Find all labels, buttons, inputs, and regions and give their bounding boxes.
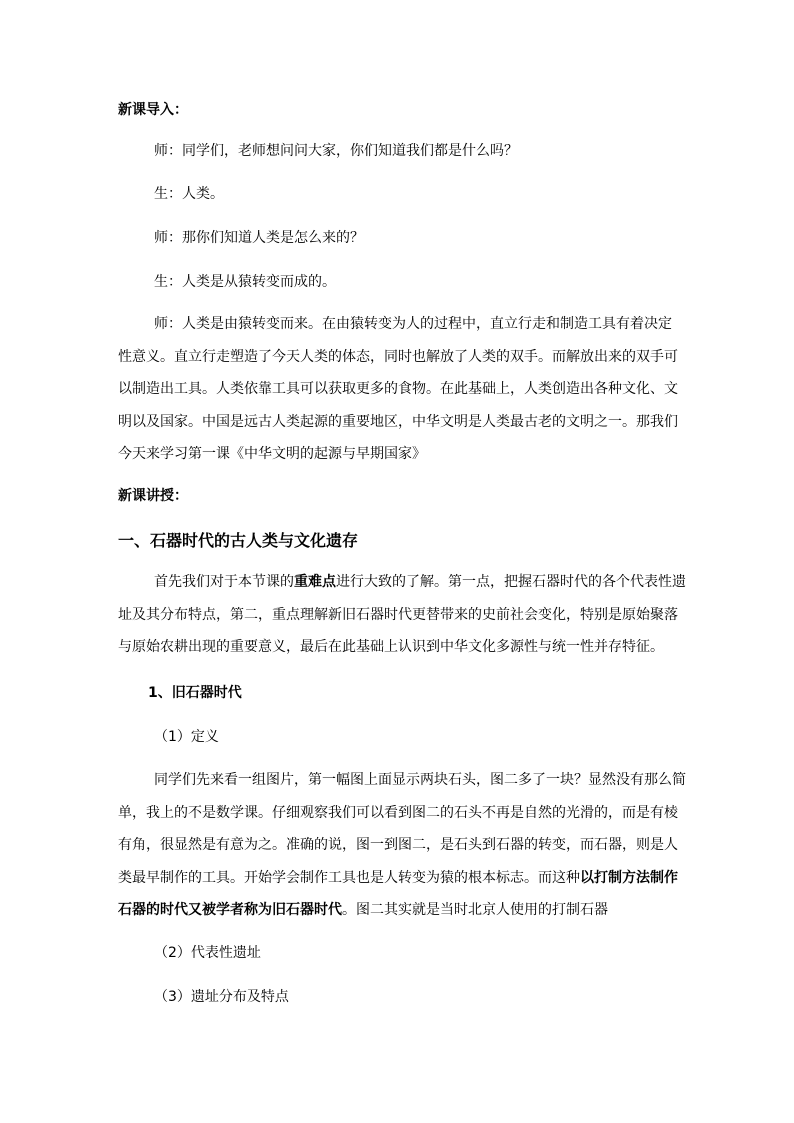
emphasis-text: 以打制方法制作 [580,869,678,886]
paragraph-line: 址及其分布特点，第二，重点理解新旧石器时代更替带来的史前社会变化，特别是原始聚落 [118,606,678,623]
text-run: 首先我们对于本节课的 [154,574,294,590]
paragraph-line: 有角，很显然是有意为之。准确的说，图一到图二，是石头到石器的转变，而石器，则是人 [118,837,678,853]
paragraph-line: 同学们先来看一组图片，第一幅图上面显示两块石头，图二多了一块？显然没有那么简 [154,772,686,788]
paragraph-line [118,862,678,895]
text-run: 。图二其实就是当时北京人使用的打制石器 [342,902,608,918]
intro-heading: 新课导入： [118,102,188,118]
paragraph-line [118,566,686,599]
item-definition: （1）定义 [154,729,219,745]
item-representative-sites: （2）代表性遗址 [154,945,261,961]
item-site-distribution: （3）遗址分布及特点 [154,989,289,1005]
dialogue-line-1: 师：同学们，老师想问问大家，你们知道我们都是什么吗？ [154,143,518,159]
teacher-paragraph [118,308,678,471]
paragraph-line: 师：人类是由猿转变而来。在由猿转变为人的过程中，直立行走和制造工具有着决定 [154,316,672,332]
paragraph-line: 以制造出工具。人类依靠工具可以获取更多的食物。在此基础上，人类创造出各种文化、文 [118,381,678,397]
text-run: 进行大致的了解。第一点，把握石器时代的各个代表性遗 [336,574,686,590]
dialogue-line-4: 生：人类是从猿转变而成的。 [154,274,336,290]
paragraph-line: 性意义。直立行走塑造了今天人类的体态，同时也解放了人类的双手。而解放出来的双手可 [118,348,678,365]
definition-paragraph [118,764,686,927]
paragraph-line: 今天来学习第一课《中华文明的起源与早期国家》 [118,446,426,462]
section-title: 一、石器时代的古人类与文化遗存 [118,531,359,550]
emphasis-text: 重难点 [294,574,336,590]
dialogue-line-3: 师：那你们知道人类是怎么来的？ [154,230,364,246]
paragraph-line [118,894,678,927]
emphasis-text: 石器的时代又被学者称为旧石器时代 [118,902,342,918]
lesson-heading: 新课讲授： [118,488,188,504]
paragraph-line: 明以及国家。中国是远古人类起源的重要地区，中华文明是人类最古老的文明之一。那我们 [118,413,678,430]
paragraph-line: 单，我上的不是数学课。仔细观察我们可以看到图二的石头不再是自然的光滑的，而是有棱 [118,804,678,821]
text-run: 类最早制作的工具。开始学会制作工具也是人转变为猿的根本标志。而这种 [118,869,580,886]
section-paragraph [118,566,686,664]
dialogue-line-2: 生：人类。 [154,186,224,202]
subsection-title: 1、旧石器时代 [148,685,242,701]
paragraph-line: 与原始农耕出现的重要意义，最后在此基础上认识到中华文化多源性与统一性并存特征。 [118,639,664,655]
